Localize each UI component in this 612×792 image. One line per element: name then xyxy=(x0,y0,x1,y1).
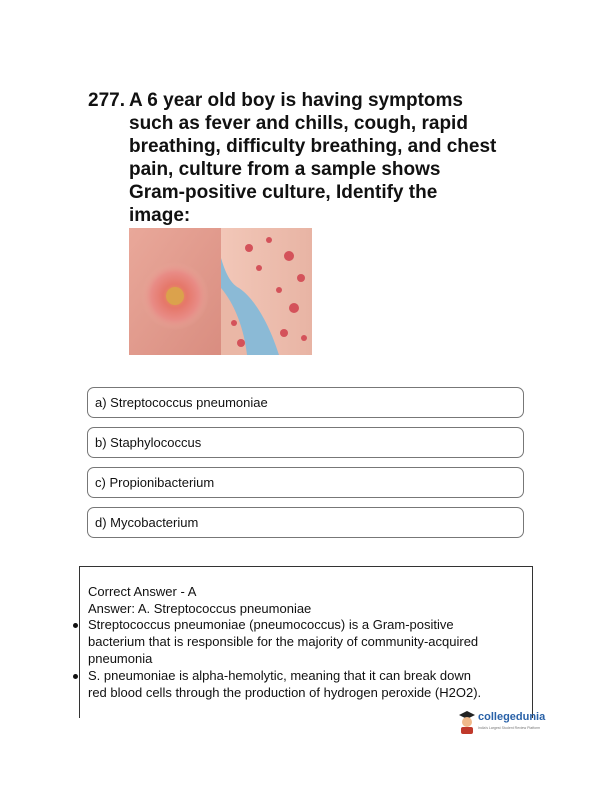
logo-tagline: India's Largest Student Review Platform xyxy=(478,726,541,730)
explanation-line: S. pneumoniae is alpha-hemolytic, meaning that it can break down xyxy=(88,668,471,683)
answer-line: Answer: A. Streptococcus pneumoniae xyxy=(88,601,312,616)
answer-box xyxy=(79,566,533,718)
bullet-icon xyxy=(73,674,78,679)
question-image xyxy=(129,228,312,355)
question-text: A 6 year old boy is having symptoms such as fever and chills, cough, rapid breathing, difficulty breathing, and chest pain, culture from a sample shows Gram-positive culture, Identify the image: xyxy=(129,90,497,226)
option-a[interactable]: a) Streptococcus pneumoniae xyxy=(87,387,524,418)
logo-name: collegedunia xyxy=(478,711,546,723)
explanation-line: bacterium that is responsible for the majority of community-acquired xyxy=(88,634,479,649)
option-d[interactable]: d) Mycobacterium xyxy=(87,507,524,538)
correct-answer: Correct Answer - A xyxy=(88,584,197,599)
student-mascot-icon xyxy=(458,710,476,734)
explanation-line: red blood cells through the production of hydrogen peroxide (H2O2). xyxy=(88,685,482,700)
option-b[interactable]: b) Staphylococcus xyxy=(87,427,524,458)
option-c[interactable]: c) Propionibacterium xyxy=(87,467,524,498)
explanation-line: Streptococcus pneumoniae (pneumococcus) is a Gram-positive xyxy=(88,617,454,632)
bullet-icon xyxy=(73,623,78,628)
explanation-line: pneumonia xyxy=(88,651,153,666)
collegedunia-logo xyxy=(458,708,558,738)
question-number: 277. xyxy=(88,90,125,111)
